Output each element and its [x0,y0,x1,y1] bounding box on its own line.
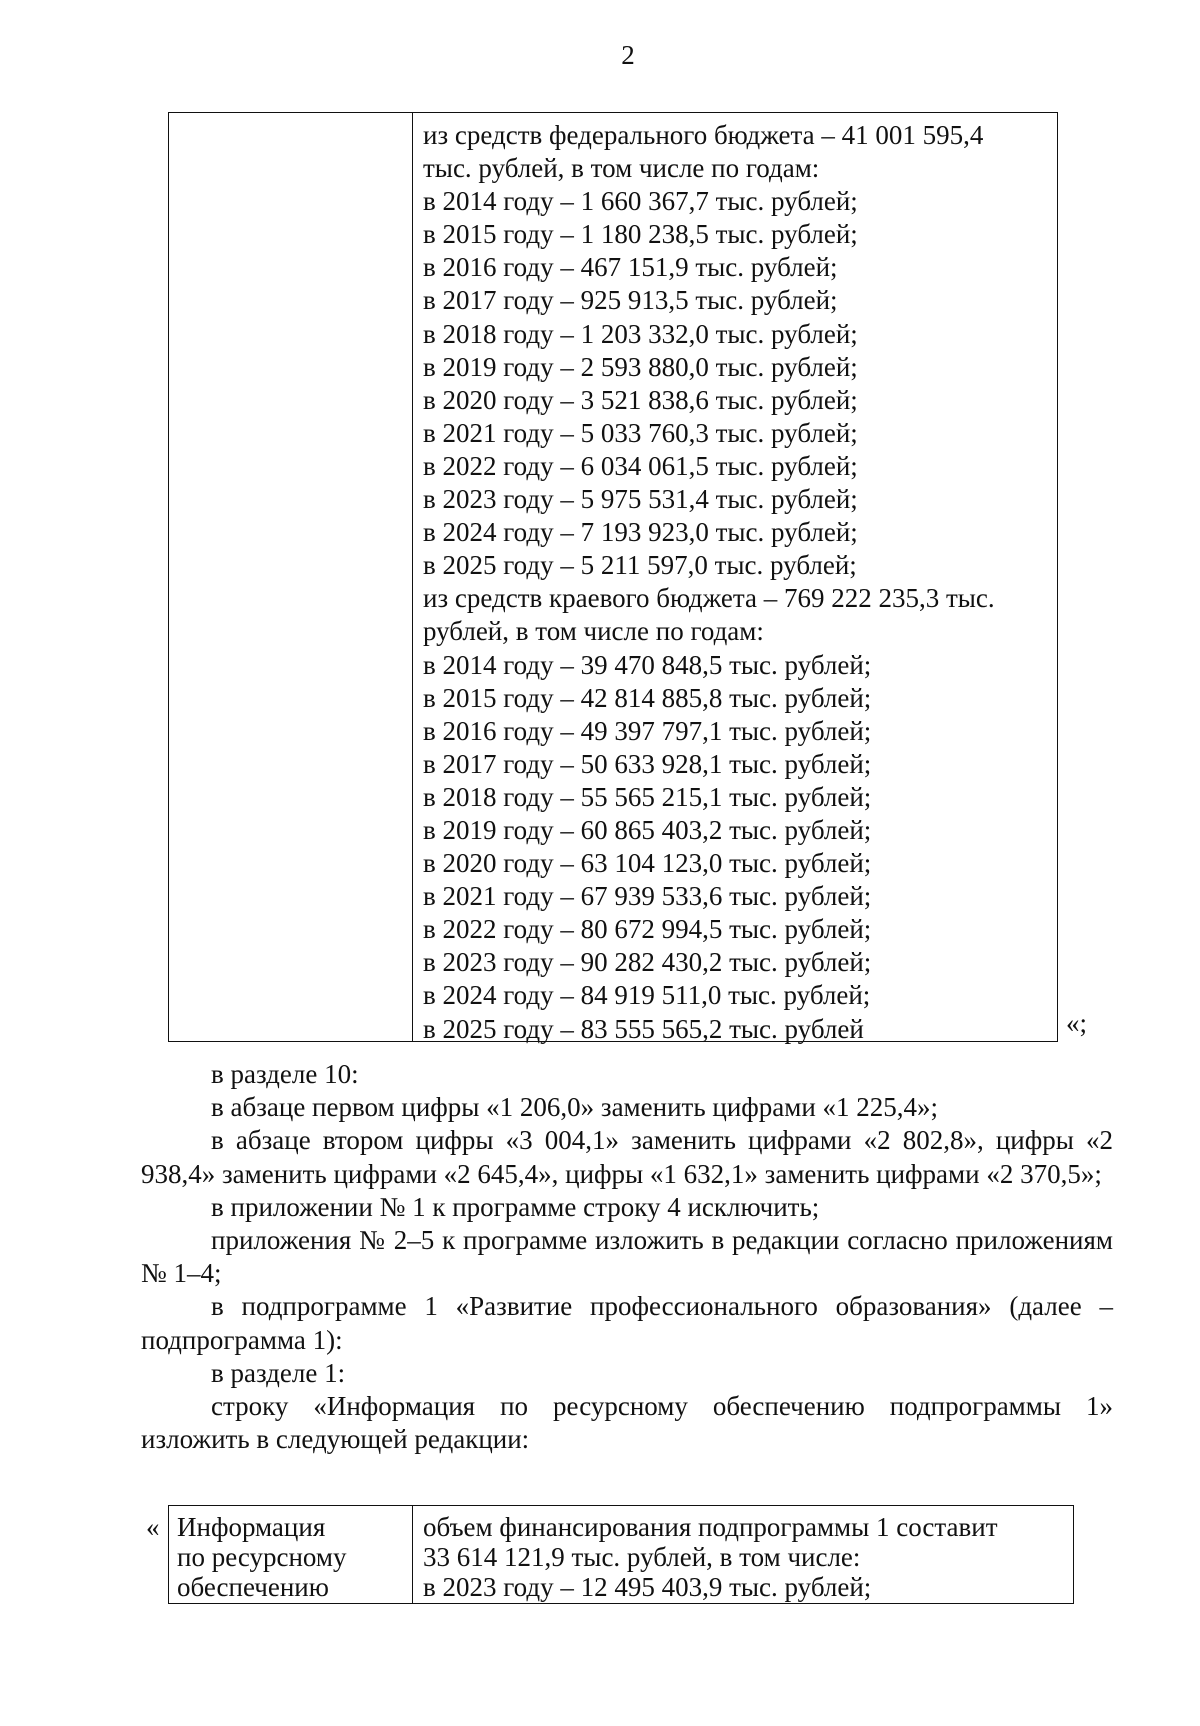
paragraph: в приложении № 1 к программе строку 4 исключить; [211,1191,820,1222]
paragraph: в абзаце первом цифры «1 206,0» заменить цифрами «1 225,4»; [211,1092,939,1123]
funding-line: в 2023 году – 90 282 430,2 тыс. рублей; [423,947,872,978]
paragraph: в абзаце втором цифры «3 004,1» заменить цифрами «2 802,8», цифры «2 938,4» заменить цифрами «2 645,4», цифры «1 632,1» заменить цифрами «2 370,5»; [141,1125,1113,1189]
funding-table-value-cell [413,113,1057,1044]
label-line: обеспечению [177,1572,329,1602]
funding-line: в 2021 году – 67 939 533,6 тыс. рублей; [423,881,872,912]
funding-table-label-cell [169,113,413,1041]
paragraph: в разделе 10: [211,1059,359,1089]
label-line: по ресурсному [177,1542,347,1572]
funding-line: рублей, в том числе по годам: [423,616,764,647]
funding-line: в 2018 году – 55 565 215,1 тыс. рублей; [423,781,872,812]
value-line: объем финансирования подпрограммы 1 составит [423,1512,998,1542]
funding-line: в 2017 году – 925 913,5 тыс. рублей; [423,285,838,316]
funding-line: в 2019 году – 60 865 403,2 тыс. рублей; [423,814,872,845]
funding-line: в 2018 году – 1 203 332,0 тыс. рублей; [423,318,858,349]
funding-line: в 2014 году – 1 660 367,7 тыс. рублей; [423,186,858,217]
resource-info-label-cell [169,1506,413,1603]
funding-line: в 2015 году – 1 180 238,5 тыс. рублей; [423,219,858,250]
funding-line: в 2020 году – 63 104 123,0 тыс. рублей; [423,848,872,879]
opening-quote: « [146,1512,160,1542]
funding-line: в 2023 году – 5 975 531,4 тыс. рублей; [423,484,858,515]
funding-line: в 2022 году – 6 034 061,5 тыс. рублей; [423,450,858,481]
resource-info-table [168,1505,1074,1604]
funding-line: в 2019 году – 2 593 880,0 тыс. рублей; [423,351,858,382]
funding-line: в 2016 году – 49 397 797,1 тыс. рублей; [423,715,872,746]
page-number: 2 [621,40,635,70]
funding-line: в 2014 году – 39 470 848,5 тыс. рублей; [423,649,872,680]
funding-line: из средств федерального бюджета – 41 001 595,4 [423,120,984,150]
funding-line: в 2025 году – 5 211 597,0 тыс. рублей; [423,550,857,581]
funding-line: тыс. рублей, в том числе по годам: [423,153,820,184]
funding-line: в 2022 году – 80 672 994,5 тыс. рублей; [423,914,872,945]
funding-line: в 2017 году – 50 633 928,1 тыс. рублей; [423,748,872,779]
paragraph: в подпрограмме 1 «Развитие профессионального образования» (далее – подпрограмма 1): [141,1291,1113,1355]
funding-line: из средств краевого бюджета – 769 222 235,3 тыс. [423,583,995,614]
label-line: Информация [177,1512,326,1542]
funding-line: в 2020 году – 3 521 838,6 тыс. рублей; [423,384,858,415]
value-line: в 2023 году – 12 495 403,9 тыс. рублей; [423,1572,872,1602]
funding-line: в 2024 году – 84 919 511,0 тыс. рублей; [423,980,871,1011]
funding-line: в 2024 году – 7 193 923,0 тыс. рублей; [423,517,858,548]
paragraph: приложения № 2–5 к программе изложить в редакции согласно приложениям № 1–4; [141,1225,1113,1289]
funding-line: в 2025 году – 83 555 565,2 тыс. рублей [423,1013,864,1044]
paragraph: в разделе 1: [211,1357,346,1388]
amendment-text [141,1058,1113,1456]
paragraph: строку «Информация по ресурсному обеспечению подпрограммы 1» изложить в следующей редакции: [141,1391,1113,1455]
funding-table [168,112,1058,1042]
value-line: 33 614 121,9 тыс. рублей, в том числе: [423,1542,861,1572]
funding-line: в 2015 году – 42 814 885,8 тыс. рублей; [423,682,872,713]
resource-info-value-cell [413,1506,1073,1603]
closing-quote: «; [1066,1008,1088,1038]
funding-line: в 2016 году – 467 151,9 тыс. рублей; [423,252,838,283]
funding-line: в 2021 году – 5 033 760,3 тыс. рублей; [423,417,858,448]
